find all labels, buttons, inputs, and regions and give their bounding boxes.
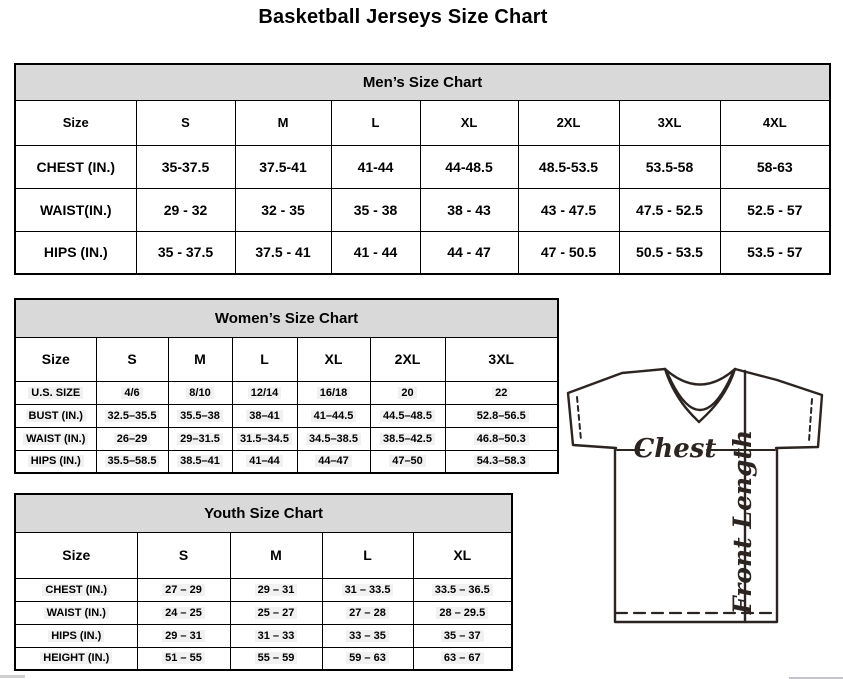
youth-size-chart-header-2-text: M [270, 547, 282, 563]
mens-size-chart-header-2-text: M [277, 115, 289, 130]
mens-size-chart-row-0-value-1 [235, 145, 331, 188]
mens-size-chart-title-row [15, 64, 830, 100]
youth-size-table [14, 493, 511, 671]
page-title: Basketball Jerseys Size Chart [258, 6, 548, 28]
mens-size-chart-row-2-label [15, 231, 136, 274]
youth-size-chart-row-3-value-3 [413, 647, 512, 670]
womens-size-chart-row-2-label [15, 427, 96, 450]
youth-size-chart-row-0 [15, 578, 512, 601]
youth-size-chart-row-2 [15, 624, 512, 647]
womens-size-chart-header-1-text: S [127, 351, 137, 367]
mens-size-chart-row-2-value-3-text: 44 - 47 [447, 244, 491, 261]
womens-size-chart-row-0-value-4 [370, 381, 445, 404]
youth-size-chart-row-0-value-1 [230, 578, 322, 601]
womens-size-chart-row-3 [15, 450, 558, 473]
youth-size-chart-row-2-value-1 [230, 624, 322, 647]
womens-size-chart-row-3-value-5 [445, 450, 558, 473]
womens-size-chart-header-6 [445, 337, 558, 381]
youth-size-chart-row-2-value-0 [137, 624, 230, 647]
jersey-outline [568, 369, 822, 622]
mens-size-chart-row-2-value-0-text: 35 - 37.5 [157, 244, 214, 261]
mens-size-chart-row-2 [15, 231, 830, 274]
youth-size-chart-header-4 [413, 532, 512, 578]
womens-size-chart-header-6-text: 3XL [488, 351, 515, 367]
womens-size-chart-row-2-value-3 [297, 427, 370, 450]
mens-size-chart-row-0-value-2 [331, 145, 420, 188]
mens-size-chart-row-1-value-4-text: 43 - 47.5 [540, 201, 597, 218]
womens-size-chart-row-1-value-4 [370, 404, 445, 427]
mens-size-chart-header-1 [136, 100, 235, 145]
youth-size-chart-row-2-label [15, 624, 137, 647]
mens-size-chart-row-2-value-3 [420, 231, 518, 274]
mens-size-chart-row-1-value-0 [136, 188, 235, 231]
mens-size-chart-row-2-value-0 [136, 231, 235, 274]
youth-size-chart-row-3-value-1 [230, 647, 322, 670]
youth-size-chart-header-row [15, 532, 512, 578]
mens-size-chart-row-0 [15, 145, 830, 188]
womens-size-chart-row-2-value-1 [168, 427, 232, 450]
womens-size-chart-row-2-value-5-text: 46.8–50.3 [474, 433, 529, 445]
womens-size-chart-grid [14, 298, 559, 474]
womens-size-table [14, 298, 557, 474]
womens-size-chart-row-0-value-0 [96, 381, 168, 404]
youth-size-chart-row-1-value-1 [230, 601, 322, 624]
youth-size-chart-row-3-label [15, 647, 137, 670]
womens-size-chart-row-0-value-2 [232, 381, 297, 404]
youth-size-chart-row-1-value-2 [322, 601, 413, 624]
womens-size-chart-row-3-value-1-text: 38.5–41 [177, 455, 223, 467]
mens-size-chart-row-1-value-2-text: 35 - 38 [353, 201, 398, 218]
mens-size-chart-row-1-value-1 [235, 188, 331, 231]
mens-size-chart-row-0-label [15, 145, 136, 188]
womens-size-chart-row-0-label-text: U.S. SIZE [28, 387, 83, 399]
mens-size-chart-header-3-text: L [371, 115, 380, 130]
mens-size-chart-row-0-label-text: CHEST (IN.) [36, 158, 116, 175]
mens-size-chart-header-row [15, 100, 830, 145]
youth-size-chart-row-1-value-2-text: 27 – 28 [346, 607, 389, 619]
womens-size-chart-row-3-value-2 [232, 450, 297, 473]
youth-size-chart-row-1-value-1-text: 25 – 27 [255, 607, 298, 619]
mens-size-chart-row-0-value-0-text: 35-37.5 [161, 158, 210, 175]
mens-size-chart-row-2-value-1-text: 37.5 - 41 [255, 244, 311, 261]
womens-size-chart-row-1-label [15, 404, 96, 427]
mens-size-chart-row-0-value-3-text: 44-48.5 [445, 158, 493, 175]
womens-size-chart-row-1-value-2-text: 38–41 [246, 410, 283, 422]
youth-size-chart-row-0-value-0 [137, 578, 230, 601]
womens-size-chart-row-1-value-0-text: 32.5–35.5 [105, 410, 160, 422]
youth-size-chart-row-2-value-0-text: 29 – 31 [162, 630, 205, 642]
womens-size-chart-row-2-value-2 [232, 427, 297, 450]
womens-size-chart-row-2-value-2-text: 31.5–34.5 [237, 433, 292, 445]
mens-size-chart-row-1-value-0-text: 29 - 32 [163, 201, 208, 218]
youth-size-chart-row-0-label-text: CHEST (IN.) [42, 584, 110, 596]
womens-size-chart-header-row [15, 337, 558, 381]
womens-size-chart-header-2-text: M [194, 351, 206, 367]
youth-size-chart-row-0-value-2 [322, 578, 413, 601]
mens-size-chart-row-1-value-3-text: 38 - 43 [447, 201, 491, 218]
womens-size-chart-row-0-value-3 [297, 381, 370, 404]
womens-size-chart-row-1-value-3-text: 41–44.5 [311, 410, 357, 422]
mens-size-chart-header-5-text: 2XL [556, 115, 581, 130]
left-sleeve-dashed-seam [577, 397, 581, 440]
womens-size-chart-header-0-text: Size [41, 351, 70, 367]
womens-size-chart-row-0 [15, 381, 558, 404]
womens-size-chart-row-3-value-3 [297, 450, 370, 473]
mens-size-chart-header-6-text: 3XL [657, 115, 682, 130]
womens-size-chart-row-0-value-1 [168, 381, 232, 404]
youth-size-chart-header-2 [230, 532, 322, 578]
womens-size-chart-row-1-value-0 [96, 404, 168, 427]
mens-size-chart-row-2-value-4-text: 47 - 50.5 [540, 244, 597, 261]
womens-size-chart-row-2-value-0-text: 26–29 [114, 433, 151, 445]
mens-size-chart-row-1-label [15, 188, 136, 231]
womens-size-chart-row-2-value-4-text: 38.5–42.5 [380, 433, 435, 445]
womens-size-chart-row-1-value-1-text: 35.5–38 [177, 410, 223, 422]
womens-size-chart-header-0 [15, 337, 96, 381]
youth-size-chart-header-3 [322, 532, 413, 578]
womens-size-chart-row-1-value-5-text: 52.8–56.5 [474, 410, 529, 422]
mens-size-chart-grid [14, 63, 831, 275]
mens-size-table [14, 63, 829, 275]
mens-size-chart-row-2-value-5 [619, 231, 720, 274]
womens-size-chart-row-0-value-5-text: 22 [492, 387, 510, 399]
mens-size-chart-row-0-value-3 [420, 145, 518, 188]
youth-size-chart-header-1 [137, 532, 230, 578]
womens-size-chart-row-2-value-3-text: 34.5–38.5 [306, 433, 361, 445]
mens-size-chart-row-1-value-5 [619, 188, 720, 231]
mens-size-chart-row-2-value-2-text: 41 - 44 [353, 244, 398, 261]
mens-size-chart-row-0-value-4-text: 48.5-53.5 [538, 158, 599, 175]
womens-size-chart-row-3-value-4 [370, 450, 445, 473]
womens-size-chart-header-3-text: L [260, 351, 269, 367]
mens-size-chart-row-0-value-2-text: 41-44 [357, 158, 394, 175]
youth-size-chart-row-0-label [15, 578, 137, 601]
womens-size-chart-row-2-label-text: WAIST (IN.) [23, 433, 88, 445]
youth-size-chart-row-2-label-text: HIPS (IN.) [48, 630, 104, 642]
womens-size-chart-row-2-value-1-text: 29–31.5 [177, 433, 223, 445]
womens-size-chart-row-0-value-0-text: 4/6 [121, 387, 142, 399]
womens-size-chart-row-3-label-text: HIPS (IN.) [28, 455, 84, 467]
mens-size-chart-title [15, 64, 830, 100]
womens-size-chart-row-3-value-5-text: 54.3–58.3 [474, 455, 529, 467]
mens-size-chart-row-1-value-3 [420, 188, 518, 231]
womens-size-chart-row-2-value-0 [96, 427, 168, 450]
youth-size-chart-row-2-value-1-text: 31 – 33 [255, 630, 298, 642]
womens-size-chart-header-1 [96, 337, 168, 381]
youth-size-chart-row-3-value-3-text: 63 – 67 [441, 652, 484, 664]
womens-size-chart-row-0-label [15, 381, 96, 404]
womens-size-chart-row-2-value-5 [445, 427, 558, 450]
youth-size-chart-grid [14, 493, 513, 671]
youth-size-chart-title [15, 494, 512, 532]
womens-size-chart-row-3-value-2-text: 41–44 [246, 455, 283, 467]
youth-size-chart-row-3-value-2-text: 59 – 63 [346, 652, 389, 664]
womens-size-chart-row-1-value-2 [232, 404, 297, 427]
womens-size-chart-row-0-value-5 [445, 381, 558, 404]
mens-size-chart-row-1 [15, 188, 830, 231]
womens-size-chart-row-1 [15, 404, 558, 427]
womens-size-chart-header-4 [297, 337, 370, 381]
mens-size-chart-row-0-value-5 [619, 145, 720, 188]
mens-size-chart-row-2-value-1 [235, 231, 331, 274]
front-length-label: Front Length [728, 429, 757, 615]
youth-size-chart-row-2-value-3-text: 35 – 37 [441, 630, 484, 642]
womens-size-chart-header-2 [168, 337, 232, 381]
mens-size-chart-header-1-text: S [181, 115, 190, 130]
mens-size-chart-header-5 [518, 100, 619, 145]
mens-size-chart-row-1-value-2 [331, 188, 420, 231]
mens-size-chart-row-2-label-text: HIPS (IN.) [43, 244, 108, 261]
womens-size-chart-title-text: Women’s Size Chart [214, 309, 359, 327]
mens-size-chart-row-0-value-4 [518, 145, 619, 188]
youth-size-chart-row-1-value-3-text: 28 – 29.5 [436, 607, 488, 619]
youth-size-chart-row-3-label-text: HEIGHT (IN.) [40, 652, 112, 664]
mens-size-chart-header-4 [420, 100, 518, 145]
mens-size-chart-row-0-value-0 [136, 145, 235, 188]
mens-size-chart-row-2-value-6 [720, 231, 830, 274]
youth-size-chart-row-3 [15, 647, 512, 670]
youth-size-chart-row-1-value-0 [137, 601, 230, 624]
youth-size-chart-title-text: Youth Size Chart [204, 504, 323, 522]
womens-size-chart-title-row [15, 299, 558, 337]
youth-size-chart-row-3-value-1-text: 55 – 59 [255, 652, 298, 664]
youth-size-chart-row-1-value-3 [413, 601, 512, 624]
womens-size-chart-header-5-text: 2XL [394, 351, 421, 367]
womens-size-chart-row-1-value-5 [445, 404, 558, 427]
youth-size-chart-row-0-value-1-text: 29 – 31 [255, 584, 298, 596]
mens-size-chart-row-1-value-6-text: 52.5 - 57 [747, 201, 803, 218]
mens-size-chart-header-6 [619, 100, 720, 145]
womens-size-chart-row-0-value-1-text: 8/10 [186, 387, 213, 399]
youth-size-chart-row-2-value-3 [413, 624, 512, 647]
right-sleeve-dashed-seam [809, 399, 812, 441]
youth-size-chart-row-0-value-0-text: 27 – 29 [162, 584, 205, 596]
womens-size-chart-row-0-value-4-text: 20 [398, 387, 416, 399]
chest-label: Chest [633, 434, 717, 464]
mens-size-chart-row-0-value-5-text: 53.5-58 [645, 158, 694, 175]
mens-size-chart-row-1-label-text: WAIST(IN.) [39, 201, 112, 218]
womens-size-chart-header-3 [232, 337, 297, 381]
youth-size-chart-row-2-value-2-text: 33 – 35 [346, 630, 389, 642]
youth-size-chart-title-row [15, 494, 512, 532]
womens-size-chart-header-4-text: XL [324, 351, 343, 367]
youth-size-chart-row-1-label-text: WAIST (IN.) [44, 607, 109, 619]
mens-size-chart-title-text: Men’s Size Chart [362, 73, 483, 91]
mens-size-chart-row-1-value-1-text: 32 - 35 [261, 201, 305, 218]
mens-size-chart-row-1-value-4 [518, 188, 619, 231]
mens-size-chart-row-0-value-1-text: 37.5-41 [259, 158, 307, 175]
mens-size-chart-header-3 [331, 100, 420, 145]
mens-size-chart-row-2-value-4 [518, 231, 619, 274]
womens-size-chart-row-1-label-text: BUST (IN.) [26, 410, 86, 422]
mens-size-chart-row-1-value-5-text: 47.5 - 52.5 [636, 201, 703, 218]
mens-size-chart-row-2-value-5-text: 50.5 - 53.5 [636, 244, 703, 261]
youth-size-chart-row-1-value-0-text: 24 – 25 [162, 607, 205, 619]
mens-size-chart-header-0-text: Size [62, 115, 89, 130]
youth-size-chart-row-1 [15, 601, 512, 624]
womens-size-chart-header-5 [370, 337, 445, 381]
womens-size-chart-row-3-value-4-text: 47–50 [389, 455, 426, 467]
mens-size-chart-row-0-value-6-text: 58-63 [756, 158, 793, 175]
youth-size-chart-row-3-value-2 [322, 647, 413, 670]
womens-size-chart-title [15, 299, 558, 337]
womens-size-chart-row-3-label [15, 450, 96, 473]
mens-size-chart-row-2-value-6-text: 53.5 - 57 [747, 244, 803, 261]
youth-size-chart-row-3-value-0 [137, 647, 230, 670]
womens-size-chart-row-3-value-0-text: 35.5–58.5 [105, 455, 160, 467]
womens-size-chart-row-2-value-4 [370, 427, 445, 450]
womens-size-chart-row-1-value-4-text: 44.5–48.5 [380, 410, 435, 422]
womens-size-chart-row-0-value-3-text: 16/18 [317, 387, 351, 399]
youth-size-chart-row-0-value-3-text: 33.5 – 36.5 [432, 584, 493, 596]
womens-size-chart-row-2 [15, 427, 558, 450]
womens-size-chart-row-0-value-2-text: 12/14 [248, 387, 282, 399]
youth-size-chart-row-0-value-2-text: 31 – 33.5 [342, 584, 394, 596]
youth-size-chart-header-1-text: S [178, 547, 189, 563]
youth-size-chart-row-3-value-0-text: 51 – 55 [162, 652, 205, 664]
womens-size-chart-row-3-value-1 [168, 450, 232, 473]
mens-size-chart-header-2 [235, 100, 331, 145]
mens-size-chart-header-7-text: 4XL [762, 115, 787, 130]
youth-size-chart-row-0-value-3 [413, 578, 512, 601]
mens-size-chart-row-1-value-6 [720, 188, 830, 231]
womens-size-chart-row-1-value-1 [168, 404, 232, 427]
mens-size-chart-row-2-value-2 [331, 231, 420, 274]
mens-size-chart-header-7 [720, 100, 830, 145]
scrollbar-fragment-left[interactable] [0, 675, 25, 678]
womens-size-chart-row-3-value-0 [96, 450, 168, 473]
jersey-collar-back-arc [665, 369, 735, 385]
youth-size-chart-header-0-text: Size [62, 547, 91, 563]
mens-size-chart-row-0-value-6 [720, 145, 830, 188]
jersey-measurement-diagram [555, 360, 843, 630]
womens-size-chart-row-1-value-3 [297, 404, 370, 427]
youth-size-chart-row-1-label [15, 601, 137, 624]
mens-size-chart-header-0 [15, 100, 136, 145]
youth-size-chart-header-3-text: L [363, 547, 372, 563]
youth-size-chart-row-2-value-2 [322, 624, 413, 647]
youth-size-chart-header-4-text: XL [453, 547, 472, 563]
mens-size-chart-header-4-text: XL [460, 115, 478, 130]
youth-size-chart-header-0 [15, 532, 137, 578]
womens-size-chart-row-3-value-3-text: 44–47 [315, 455, 352, 467]
